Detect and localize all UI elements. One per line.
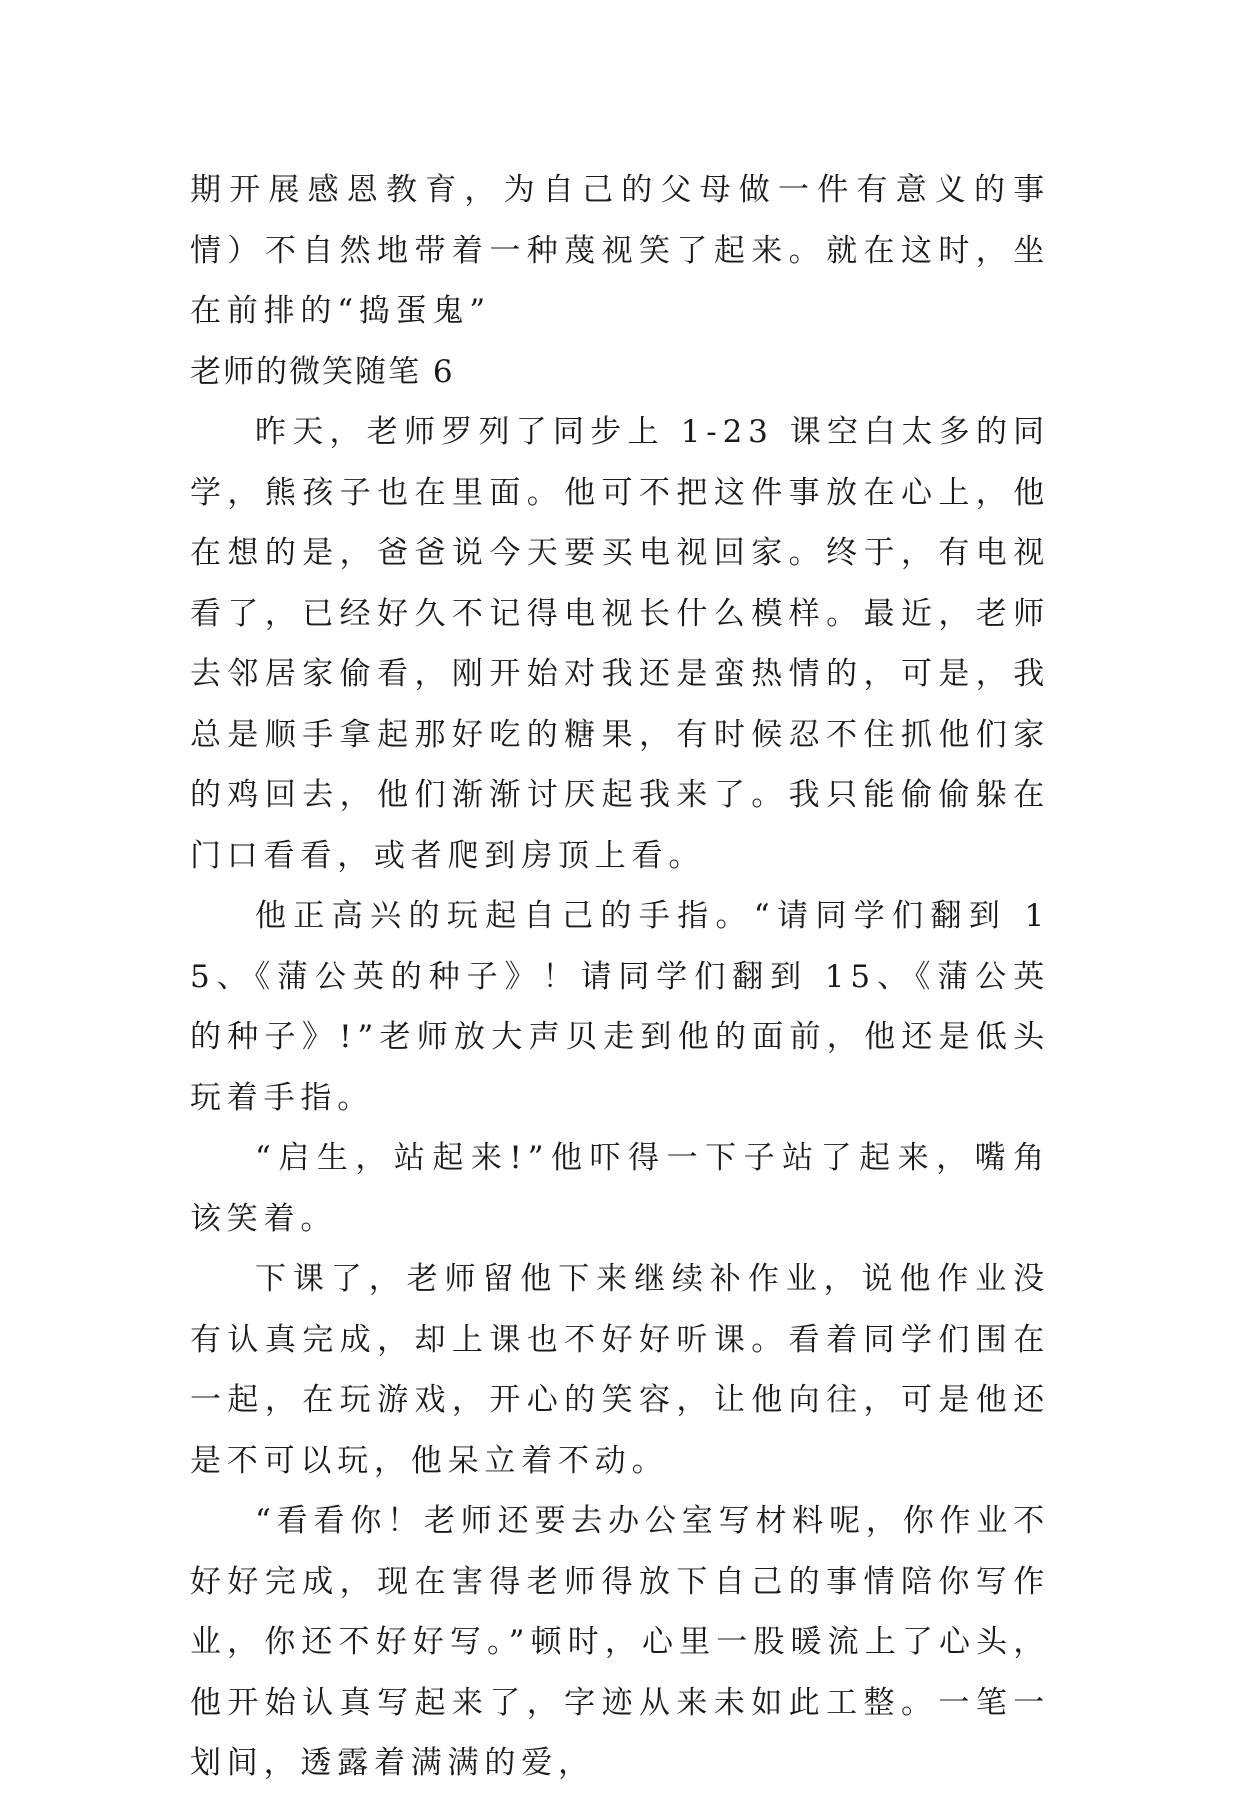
body-paragraph-5: “看看你！老师还要去办公室写材料呢，你作业不好好完成，现在害得老师得放下自己的事情陪你写作业，你还不好好写。”顿时，心里一股暖流上了心头，他开始认真写起来了，字迹从来未如此工整。一笔一划间，透露着满满的爱， bbox=[190, 1503, 1050, 1781]
section-title: 老师的微笑随笔 6 bbox=[190, 353, 455, 390]
body-paragraph-3: “启生，站起来!”他吓得一下子站了起来，嘴角该笑着。 bbox=[190, 1140, 1050, 1237]
document-page bbox=[190, 160, 1050, 1794]
body-paragraph-2: 他正高兴的玩起自己的手指。“请同学们翻到 15、《蒲公英的种子》！请同学们翻到 15、《蒲公英的种子》!”老师放大声贝走到他的面前，他还是低头玩着手指。 bbox=[190, 898, 1050, 1116]
continuation-paragraph: 期开展感恩教育，为自己的父母做一件有意义的事情）不自然地带着一种蔑视笑了起来。就在这时，坐在前排的“捣蛋鬼” bbox=[190, 172, 1050, 329]
body-paragraph-4: 下课了，老师留他下来继续补作业，说他作业没有认真完成，却上课也不好好听课。看着同学们围在一起，在玩游戏，开心的笑容，让他向往，可是他还是不可以玩，他呆立着不动。 bbox=[190, 1261, 1050, 1479]
body-paragraph-1: 昨天，老师罗列了同步上 1-23 课空白太多的同学，熊孩子也在里面。他可不把这件事放在心上，他在想的是，爸爸说今天要买电视回家。终于，有电视看了，已经好久不记得电视长什么模样。最近，老师去邻居家偷看，刚开始对我还是蛮热情的，可是，我总是顺手拿起那好吃的糖果，有时候忍不住抓他们家的鸡回去，他们渐渐讨厌起我来了。我只能偷偷躲在门口看看，或者爬到房顶上看。 bbox=[190, 414, 1050, 874]
